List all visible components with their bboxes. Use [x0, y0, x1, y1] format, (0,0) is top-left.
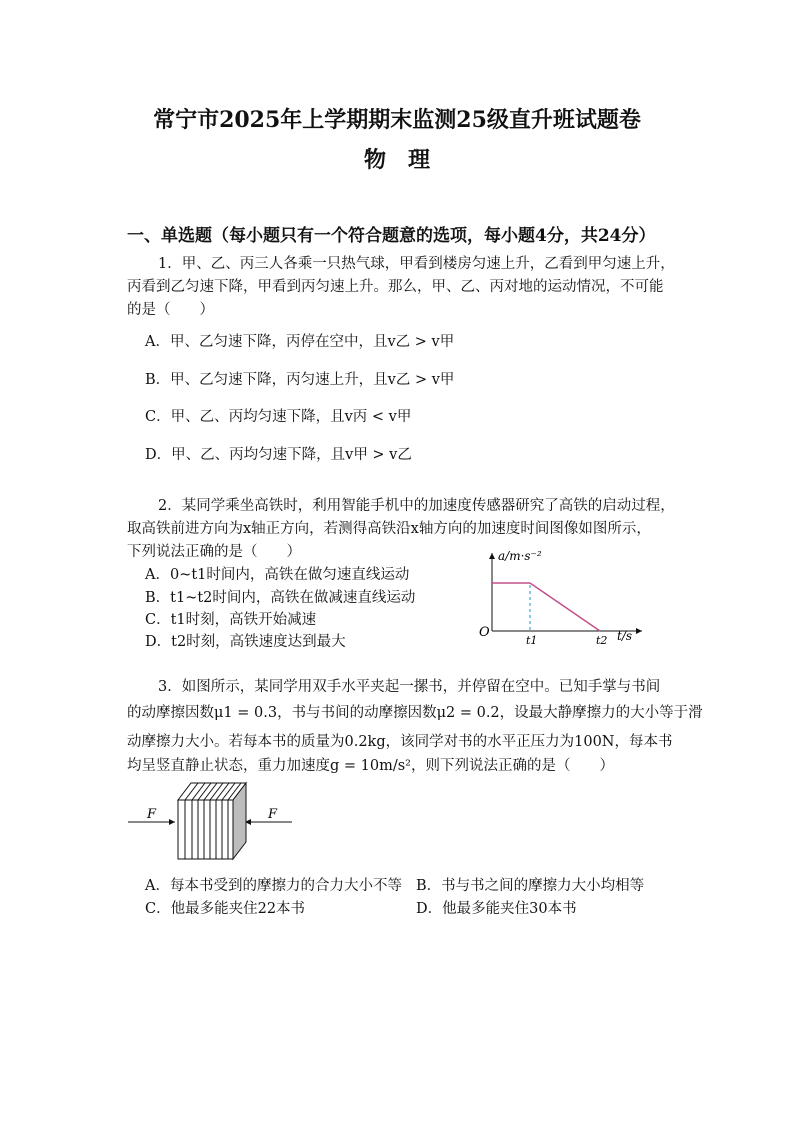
q3-line: 动摩擦力大小。若每本书的质量为0.2kg，该同学对书的水平正压力为100N，每本书: [127, 734, 673, 750]
t1-label: t1: [526, 634, 538, 647]
subject-title: 物 理: [363, 147, 430, 173]
q3-line: 3．如图所示，某同学用双手水平夹起一摞书，并停留在空中。已知手掌与书间: [158, 679, 661, 695]
y-axis-label: a/m·s⁻²: [498, 549, 542, 563]
q1-option-d: D．甲、乙、丙均匀速下降，且v甲 > v乙: [145, 447, 412, 463]
q3-option-b: B．书与书之间的摩擦力大小均相等: [416, 878, 645, 894]
q1-line: 丙看到乙匀速下降，甲看到丙匀速上升。那么，甲、乙、丙对地的运动情况，不可能: [127, 279, 664, 295]
t2-label: t2: [596, 634, 608, 647]
q3-option-c: C．他最多能夹住22本书: [145, 901, 306, 917]
left-force-label: F: [147, 807, 157, 822]
q1-option-b: B．甲、乙匀速下降，丙匀速上升，且v乙 > v甲: [145, 372, 455, 388]
section-heading: 一、单选题（每小题只有一个符合题意的选项，每小题4分，共24分）: [127, 226, 656, 246]
q2-line: 2．某同学乘坐高铁时，利用智能手机中的加速度传感器研究了高铁的启动过程，: [158, 498, 675, 514]
q3-option-a: A．每本书受到的摩擦力的合力大小不等: [145, 878, 402, 894]
q1-line: 1．甲、乙、丙三人各乘一只热气球，甲看到楼房匀速上升，乙看到甲匀速上升，: [158, 256, 675, 272]
q2-line: 取高铁前进方向为x轴正方向，若测得高铁沿x轴方向的加速度时间图像如图所示，: [127, 521, 651, 537]
q3-option-d: D．他最多能夹住30本书: [416, 901, 577, 917]
q2-option-d: D．t2时刻，高铁速度达到最大: [145, 634, 346, 650]
decreasing-segment: [530, 583, 600, 631]
q2-option-c: C．t1时刻，高铁开始减速: [145, 612, 317, 628]
books-figure: [125, 778, 300, 864]
page-title: 常宁市2025年上学期期末监测25级直升班试题卷: [153, 107, 641, 133]
q1-option-a: A．甲、乙匀速下降，丙停在空中，且v乙 > v甲: [145, 334, 455, 350]
q3-line: 的动摩擦因数μ1 = 0.3，书与书间的动摩擦因数μ2 = 0.2，设最大静摩擦力的大小等于滑: [127, 705, 703, 721]
q2-line: 下列说法正确的是（ ）: [127, 544, 301, 560]
q2-option-a: A．0~t1时间内，高铁在做匀速直线运动: [145, 567, 410, 583]
origin-label: O: [479, 625, 490, 640]
right-force-label: F: [268, 807, 278, 822]
q3-line: 均呈竖直静止状态，重力加速度g = 10m/s²，则下列说法正确的是（ ）: [127, 758, 614, 774]
acceleration-time-graph: [470, 545, 650, 650]
q2-option-b: B．t1~t2时间内，高铁在做减速直线运动: [145, 590, 416, 606]
x-axis-label: t/s: [617, 629, 633, 643]
q1-option-c: C．甲、乙、丙均匀速下降，且v丙 < v甲: [145, 409, 412, 425]
book-stack-front: [178, 800, 233, 859]
q1-line: 的是（ ）: [127, 302, 214, 318]
